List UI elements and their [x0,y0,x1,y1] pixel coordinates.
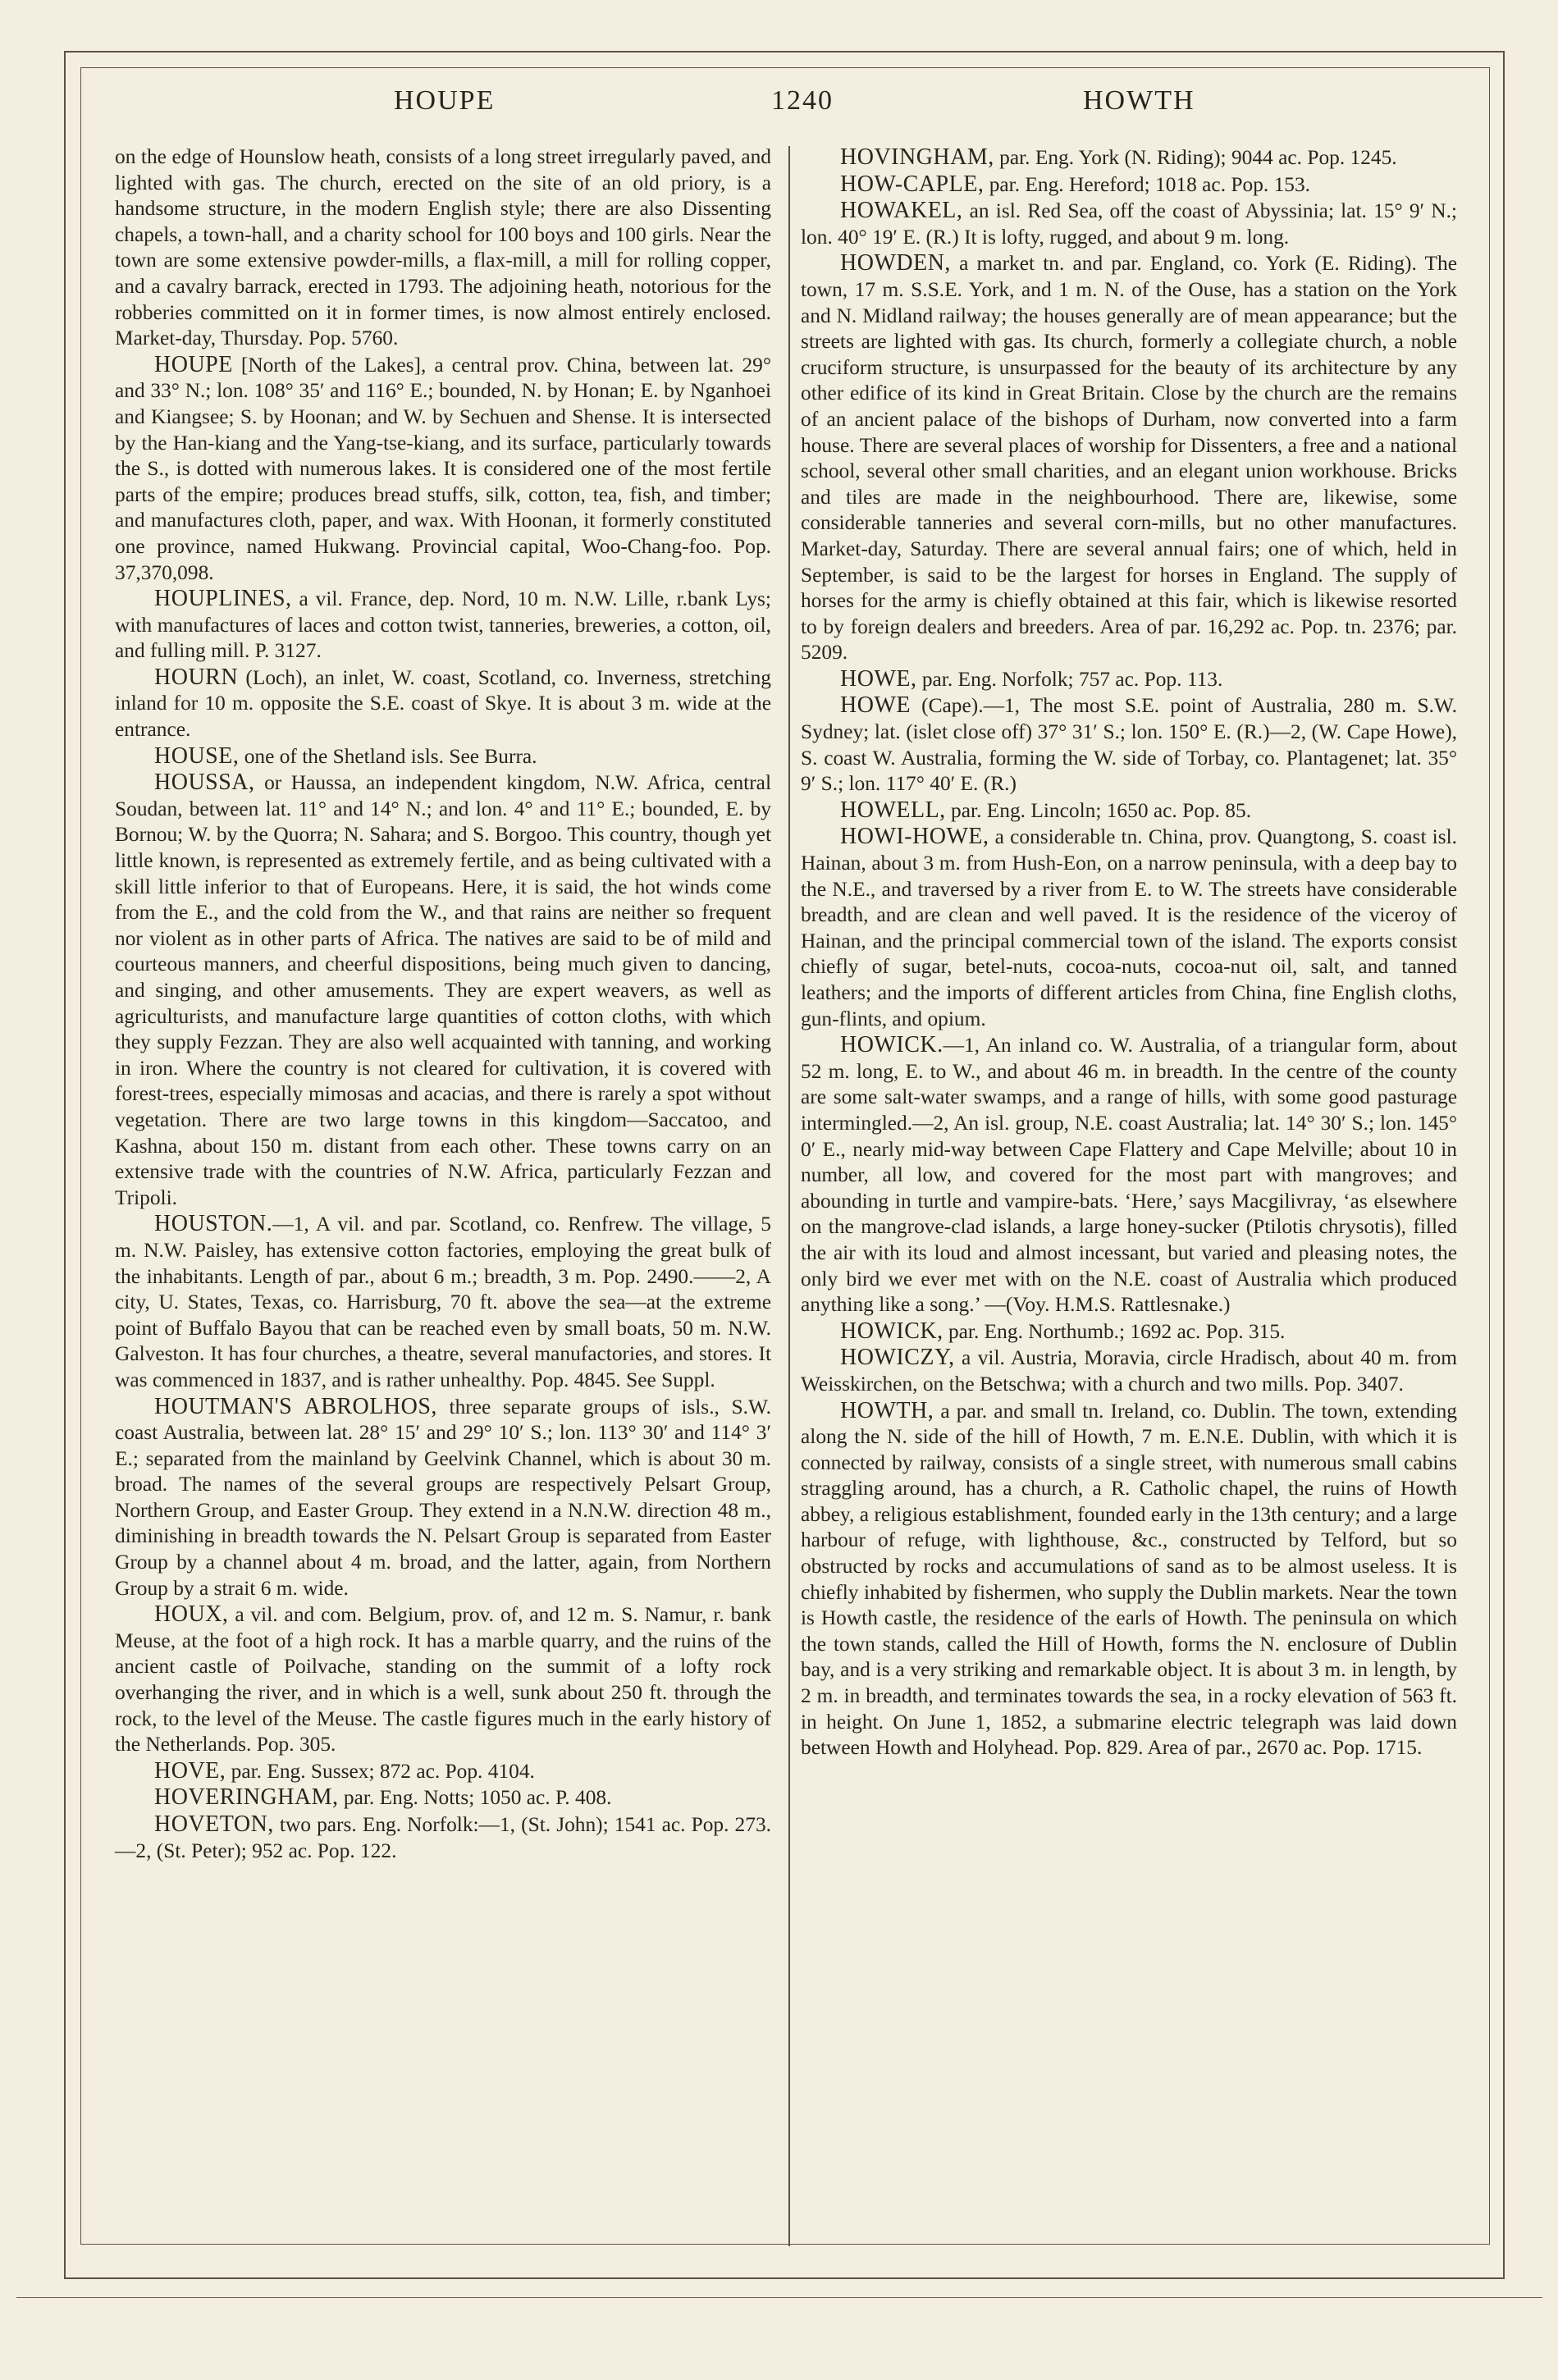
entry-hourn: HOURN (Loch), an inlet, W. coast, Scotland, co. Inverness, stretching inland for 10 m. opposite the S.E. coast of Skye. It is about 3 m. wide at the entrance. [115,664,771,742]
entry-houssa: HOUSSA, or Haussa, an independent kingdom, N.W. Africa, central Soudan, between lat. 11° and 14° N.; and lon. 4° and 11° E.; bounded, E. by Bornou; W. by the Quorra; N. Sahara; and S. Borgoo. This country, though yet little known, is represented as extremely fertile, and as being cultivated with a skill little inferior to that of Europeans. Here, it is said, the hot winds come from the E., and the cold from the W., and that rains are neither so frequent nor violent as in other parts of Africa. The natives are said to be of mild and courteous manners, and cheerful dispositions, being much given to dancing, and singing, and other amusements. They are expert weavers, as well as agriculturists, and manufacture large quantities of cotton cloths, with which they supply Fezzan. They are also well acquainted with tanning, and working in iron. Where the country is not cleared for cultivation, it is covered with forest-trees, especially mimosas and acacias, and there is rarely a spot without vegetation. There are two large towns in this kingdom—Saccatoo, and Kashna, about 150 m. distant from each other. These towns carry on an extensive trade with the countries of N.W. Africa, particularly Fezzan and Tripoli. [115,770,771,1209]
entry-hovingham: HOVINGHAM, par. Eng. York (N. Riding); 9044 ac. Pop. 1245. [840,144,1397,170]
entry-continuation: on the edge of Hounslow heath, consists of a long street irregularly paved, and lighted with gas. The church, erected on the site of an old priory, is a handsome structure, in the modern English style; there are also Dissenting chapels, a town-hall, and a charity school for 100 boys and 100 girls. Near the town are some extensive powder-mills, a flax-mill, a mill for rolling copper, and a cavalry barrack, erected in 1793. The adjoining heath, notorious for the robberies committed on it in former times, is now almost entirely enclosed. Market-day, Thursday. Pop. 5760. [115,145,771,350]
entry-hove: HOVE, par. Eng. Sussex; 872 ac. Pop. 4104. [154,1757,535,1784]
entry-houpe: HOUPE [North of the Lakes], a central prov. China, between lat. 29° and 33° N.; lon. 108° 35′ and 116° E.; bounded, N. by Honan; E. by Nganhoei and Kiangsee; S. by Hoonan; and W. by Sechuen and Shense. It is intersected by the Han-kiang and the Yang-tse-kiang, and its surface, particularly towards the S., is dotted with numerous lakes. It is considered one of the most fertile parts of the empire; produces bread stuffs, silk, cotton, tea, fish, and timber; and manufactures cloth, paper, and wax. With Hoonan, it formerly constituted one province, named Hukwang. Provincial capital, Woo-Chang-foo. Pop. 37,370,098. [115,351,771,584]
entry-howden: HOWDEN, a market tn. and par. England, co. York (E. Riding). The town, 17 m. S.S.E. York, and 1 m. N. of the Ouse, has a station on the York and N. Midland railway; the houses generally are of mean appearance; but the streets are lighted with gas. Its church, formerly a collegiate church, a noble cruciform structure, is unsurpassed for the beauty of its architecture by any other edifice of its kind in Great Britain. Close by the church are the remains of an ancient palace of the bishops of Durham, now converted into a farm house. There are several places of worship for Dissenters, a free and a national school, several other small charities, and an elegant union workhouse. Bricks and tiles are made in the neighbourhood. There are, likewise, some considerable tanneries and several corn-mills, but no other manufactures. Market-day, Saturday. There are several annual fairs; one of which, held in September, is said to be the largest for horses in England. The supply of horses for the army is chiefly obtained at this fair, which is likewise resorted to by foreign dealers and breeders. Area of par. 16,292 ac. Pop. tn. 2376; par. 5209. [801,250,1457,665]
column-divider [788,146,790,2246]
entry-howe-par: HOWE, par. Eng. Norfolk; 757 ac. Pop. 113. [840,665,1223,692]
entry-houston: HOUSTON.—1, A vil. and par. Scotland, co. Renfrew. The village, 5 m. N.W. Paisley, has extensive cotton factories, employing the great bulk of the inhabitants. Length of par., about 6 m.; breadth, 3 m. Pop. 2490.——2, A city, U. States, Texas, co. Harrisburg, 70 ft. above the sea—at the extreme point of Buffalo Bayou that can be reached even by small boats, 50 m. N.W. Galveston. It has four churches, a theatre, several manufactories, and stores. It was commenced in 1837, and is rather unhealthy. Pop. 4845. See Suppl. [115,1211,771,1391]
entry-howakel: HOWAKEL, an isl. Red Sea, off the coast of Abyssinia; lat. 15° 9′ N.; lon. 40° 19′ E. (R.) It is lofty, rugged, and about 9 m. long. [801,198,1457,249]
header-left-word: HOUPE [394,85,496,116]
entry-houtmans-abrolhos: HOUTMAN'S ABROLHOS, three separate groups of isls., S.W. coast Australia, between lat. 28° 15′ and 29° 10′ S.; lon. 113° 30′ and 114° 3′ E.; separated from the mainland by Geelvink Channel, which is about 30 m. broad. The names of the several groups are respectively Pelsart Group, Northern Group, and Easter Group. They extend in a N.N.W. direction 48 m., diminishing in breadth towards the N. Pelsart Group is separated from Easter Group by a channel about 4 m. broad, and the latter, again, from Northern Group by a strait 6 m. wide. [115,1393,771,1600]
entry-houplines: HOUPLINES, a vil. France, dep. Nord, 10 m. N.W. Lille, r.bank Lys; with manufactures of laces and cotton twist, tanneries, breweries, a cotton, oil, and fulling mill. P. 3127. [115,586,771,663]
entry-how-caple: HOW-CAPLE, par. Eng. Hereford; 1018 ac. Pop. 153. [840,171,1311,197]
entry-howell: HOWELL, par. Eng. Lincoln; 1650 ac. Pop. 85. [840,797,1252,823]
entry-hoveton: HOVETON, two pars. Eng. Norfolk:—1, (St. John); 1541 ac. Pop. 273.—2, (St. Peter); 952 ac. Pop. 122. [115,1811,771,1862]
entry-hoveringham: HOVERINGHAM, par. Eng. Notts; 1050 ac. P. 408. [154,1784,612,1811]
page-edge-line [16,2297,1542,2298]
header-right-word: HOWTH [1083,85,1195,116]
entry-howth: HOWTH, a par. and small tn. Ireland, co. Dublin. The town, extending along the N. side of the hill of Howth, 7 m. E.N.E. Dublin, with which it is connected by railway, consists of a single street, with numerous small cabins straggling around, has a church, a R. Catholic chapel, the ruins of Howth abbey, a religious establishment, founded early in the 13th century; and a large harbour of refuge, with lighthouse, &c., constructed by Telford, but so obstructed by rocks and accumulations of sand as to be almost useless. It is chiefly inhabited by fishermen, who supply the Dublin markets. Near the town is Howth castle, the residence of the earls of Howth. The peninsula on which the town stands, called the Hill of Howth, forms the N. enclosure of Dublin bay, and is a very striking and remarkable object. It is about 3 m. in length, by 2 m. in breadth, and terminates towards the sea, in a rocky elevation of 563 ft. in height. On June 1, 1852, a submarine electric telegraph was laid down between Howth and Holyhead. Pop. 829. Area of par., 2670 ac. Pop. 1715. [801,1397,1457,1760]
entry-howick-australia: HOWICK.—1, An inland co. W. Australia, of a triangular form, about 52 m. long, E. to W., and about 46 m. in breadth. In the centre of the county are some salt-water swamps, and a range of hills, with some good pasturage intermingled.—2, An isl. group, N.E. coast Australia; lat. 14° 30′ S.; lon. 145° 0′ E., nearly mid-way between Cape Flattery and Cape Melville; about 10 in number, all low, and covered for the most part with mangroves; and abounding in turtle and vampire-bats. ‘Here,’ says Macgilivray, ‘as elsewhere on the mangrove-clad islands, a large honey-sucker (Ptilotis chrysotis), filled the air with its loud and almost incessant, but varied and pleasing notes, the only bird we ever met with on the N.E. coast of Australia which produced anything like a song.’ —(Voy. H.M.S. Rattlesnake.) [801,1032,1457,1317]
left-column [115,144,771,1864]
entry-houx: HOUX, a vil. and com. Belgium, prov. of, and 12 m. S. Namur, r. bank Meuse, at the foot of a high rock. It has a marble quarry, and the ruins of the ancient castle of Poilvache, standing on the summit of a lofty rock overhanging the river, and in which is a well, sunk about 250 ft. through the rock, to the level of the Meuse. The castle figures much in the early history of the Netherlands. Pop. 305. [115,1601,771,1756]
entry-howe-cape: HOWE (Cape).—1, The most S.E. point of Australia, 280 m. S.W. Sydney; lat. (islet close off) 37° 31′ S.; lon. 150° E. (R.)—2, (W. Cape Howe), S. coast W. Australia, forming the W. side of Torbay, co. Plantagenet; lat. 35° 9′ S.; lon. 117° 40′ E. (R.) [801,692,1457,796]
entry-howick-par: HOWICK, par. Eng. Northumb.; 1692 ac. Pop. 315. [840,1318,1286,1344]
entry-house: HOUSE, one of the Shetland isls. See Burra. [154,742,537,769]
running-header [98,85,1485,126]
page-number: 1240 [771,85,834,116]
entry-howi-howe: HOWI-HOWE, a considerable tn. China, prov. Quangtong, S. coast isl. Hainan, about 3 m. from Hush-Eon, on a narrow peninsula, with a deep bay to the N.E., and traversed by a river from E. to W. The streets have considerable breadth, and are clean and well paved. It is the residence of the viceroy of Hainan, and the principal commercial town of the island. The exports consist chiefly of sugar, betel-nuts, cocoa-nuts, cocoa-nut oil, salt, and tanned leathers; and the imports of different articles from China, fine English cloths, gun-flints, and opium. [801,824,1457,1030]
entry-howiczy: HOWICZY, a vil. Austria, Moravia, circle Hradisch, about 40 m. from Weisskirchen, on the Betschwa; with a church and two mills. Pop. 3407. [801,1345,1457,1396]
right-column [801,144,1457,1761]
